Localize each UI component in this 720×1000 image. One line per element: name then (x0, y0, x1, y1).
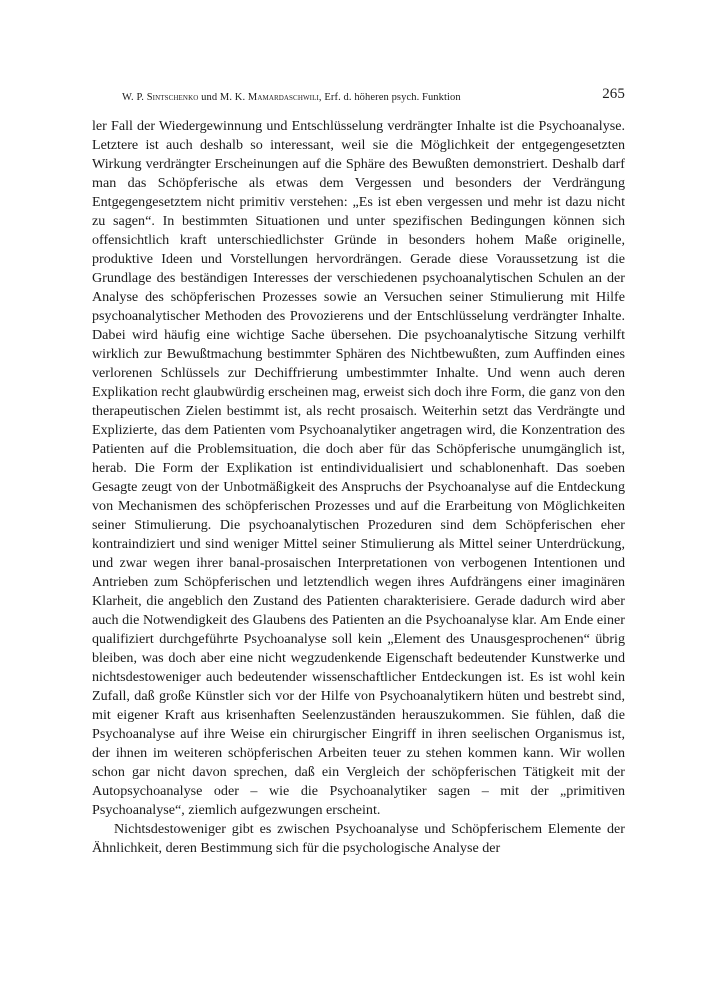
author-2: M. K. Mamardaschwili (219, 92, 319, 103)
paragraph-1: ler Fall der Wiedergewinnung und Entschlüsselung verdrängter Inhalte ist die Psychoanalyse. Letztere ist auch deshalb so interessant, weil sie die Möglichkeit der entgegengesetzten Wirkung verdrängter Erscheinungen auf die Sphäre des Bewußten demonstriert. Deshalb darf man das Schöpferische als etwas dem Vergessen und besonders der Verdrängung Entgegengesetztem nicht primitiv verstehen: „Es ist eben vergessen und mehr ist dazu nicht zu sagen“. In bestimmten Situationen und unter spezifischen Bedingungen können sich offensichtlich kraft unterschiedlichster Gründe in besonders hohem Maße originelle, produktive Ideen und Vorstellungen hervordrängen. Gerade diese Voraussetzung ist die Grundlage des beständigen Interesses der verschiedenen psychoanalytischen Schulen an der Analyse des schöpferischen Prozesses sowie an Versuchen seiner Stimulierung mit Hilfe psychoanalytischer Methoden des Provozierens und der Entschlüsselung verdrängter Inhalte. Dabei wird häufig eine wichtige Sache übersehen. Die psychoanalytische Sitzung verhilft wirklich zur Bewußtmachung bestimmter Sphären des Nichtbewußten, zum Auffinden eines verlorenen Schlüssels zur Dechiffrierung umbestimmter Inhalte. Und wenn auch deren Explikation recht glaubwürdig erscheinen mag, erweist sich doch ihre Form, die ganz von den therapeutischen Zielen bestimmt ist, als recht prosaisch. Weiterhin setzt das Verdrängte und Explizierte, das dem Patienten vom Psychoanalytiker angetragen wird, die Konzentration des Patienten auf die Problemsituation, die doch aber für das Schöpferische unumgänglich ist, herab. Die Form der Explikation ist entindividualisiert und schablonenhaft. Das soeben Gesagte zeugt von der Unbotmäßigkeit des Anspruchs der Psychoanalyse auf die Entdeckung von Mechanismen des schöpferischen Prozesses und auf die Erarbeitung von Möglichkeiten seiner Stimulierung. Die psychoanalytischen Prozeduren sind dem Schöpferischen eher kontraindiziert und sind weniger Mittel seiner Stimulierung als Mittel seiner Unterdrückung, und zwar wegen ihrer banal-prosaischen Interpretationen von verbogenen Intentionen und Antrieben zum Schöpferischen und letztendlich wegen ihres Aufdrängens einer imaginären Klarheit, die angeblich den Zustand des Patienten charakterisiere. Gerade dadurch wird aber auch die Notwendigkeit des Glaubens des Patienten an die Psychoanalyse klar. Am Ende einer qualifiziert durchgeführte Psychoanalyse soll kein „Element des Unausgesprochenen“ übrig bleiben, was doch aber eine nicht wegzudenkende Eigenschaft bedeutender Kunstwerke und nichtsdestoweniger auch bedeutender wissenschaftlicher Entdeckungen ist. Es ist wohl kein Zufall, daß große Künstler sich vor der Hilfe von Psychoanalytikern hüten und bestrebt sind, mit eigener Kraft aus krisenhaften Seelenzuständen herauszukommen. Sie fühlen, daß die Psychoanalyse auf ihre Weise ein chirurgischer Eingriff in ihren seelischen Organismus ist, der ihnen im weiteren schöpferischen Arbeiten teuer zu stehen kommen kann. Wir wollen schon gar nicht davon sprechen, daß ein Vergleich der schöpferischen Tätigkeit mit der Autopsychoanalyse oder – wie die Psychoanalytiker sagen – mit der „primitiven Psychoanalyse“, ziemlich aufgezwungen erscheint. (92, 118, 625, 818)
running-head (92, 86, 625, 110)
running-head-title: , Erf. d. höheren psych. Funktion (318, 92, 461, 103)
running-head-text (122, 92, 461, 103)
paragraph-2: Nichtsdestoweniger gibt es zwischen Psychoanalyse und Schöpferischem Elemente der Ähnlichkeit, deren Bestimmung sich für die psychologische Analyse der (92, 821, 625, 856)
page (92, 86, 625, 858)
author-conjunction: und (198, 92, 220, 103)
body-text (92, 117, 625, 858)
author-1: W. P. Sintschenko (122, 92, 199, 103)
page-number: 265 (602, 86, 625, 102)
